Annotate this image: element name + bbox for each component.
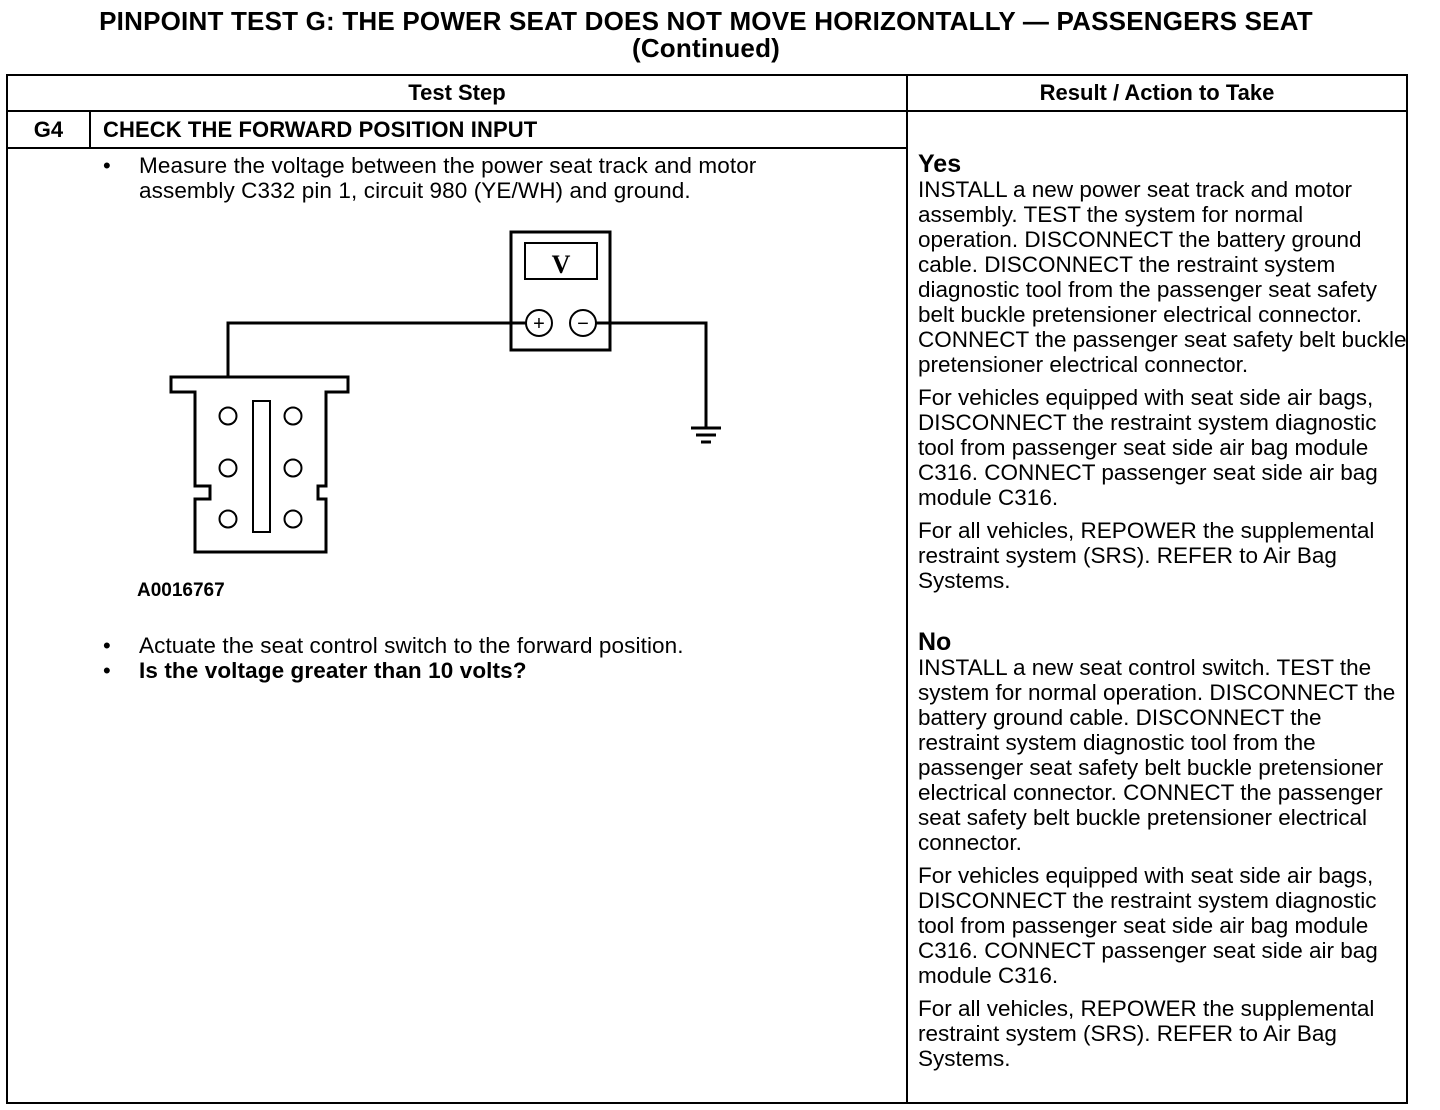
figure-id: A0016767 — [137, 580, 225, 601]
bullet-1-line-1: Measure the voltage between the power seat track and motor — [139, 153, 757, 178]
yes-paragraph-1: INSTALL a new power seat track and motor assembly. TEST the system for normal operation. DISCONNECT the battery ground cable. DISCONNECT the restraint system diagnostic tool from the passenger seat safety belt buckle pretensioner electrical connector. CONNECT the passenger seat safety belt buckle pretensioner electrical connector. — [918, 177, 1407, 377]
yes-paragraph-2: For vehicles equipped with seat side air bags, DISCONNECT the restraint system diagnostic tool from passenger seat side air bag module C316. CONNECT passenger seat side air bag module C316. — [918, 385, 1378, 510]
bullet-2-text: Actuate the seat control switch to the forward position. — [139, 633, 684, 658]
positive-terminal-label: + — [533, 313, 545, 335]
result-yes-block — [918, 152, 1408, 601]
connector-pin — [285, 408, 302, 425]
yes-label: Yes — [918, 150, 962, 178]
step-id: G4 — [33, 117, 64, 142]
connector-pin — [220, 511, 237, 528]
header-result-action: Result / Action to Take — [1039, 80, 1275, 105]
no-paragraph-1: INSTALL a new seat control switch. TEST the system for normal operation. DISCONNECT the battery ground cable. DISCONNECT the restraint system diagnostic tool from the passenger seat safety belt buckle pretensioner electrical connector. CONNECT the passenger seat safety belt buckle pretensioner electrical connector. — [918, 655, 1396, 855]
no-paragraph-3: For all vehicles, REPOWER the supplemental restraint system (SRS). REFER to Air Bag Systems. — [918, 996, 1375, 1071]
title-line-2: (Continued) — [631, 33, 781, 63]
bullet-marker: • — [103, 658, 111, 683]
connector-pin — [285, 460, 302, 477]
connector-center-rail — [253, 401, 270, 532]
ground-icon — [691, 428, 721, 442]
step-heading: CHECK THE FORWARD POSITION INPUT — [103, 117, 538, 142]
title-line-1: PINPOINT TEST G: THE POWER SEAT DOES NOT MOVE HORIZONTALLY — PASSENGERS SEAT — [99, 6, 1313, 36]
header-test-step: Test Step — [408, 80, 506, 105]
connector-pin — [220, 460, 237, 477]
no-label: No — [918, 628, 952, 656]
negative-terminal-label: − — [577, 313, 589, 335]
voltmeter-label: V — [551, 250, 571, 279]
bullet-3-question: Is the voltage greater than 10 volts? — [139, 658, 527, 683]
bullet-marker: • — [103, 633, 111, 658]
negative-lead-wire — [596, 323, 706, 428]
connector-pin — [220, 408, 237, 425]
yes-paragraph-3: For all vehicles, REPOWER the supplemental restraint system (SRS). REFER to Air Bag Systems. — [918, 518, 1375, 593]
bullet-1-line-2: assembly C332 pin 1, circuit 980 (YE/WH) and ground. — [139, 178, 691, 203]
bullet-marker: • — [103, 153, 111, 178]
no-paragraph-2: For vehicles equipped with seat side air bags, DISCONNECT the restraint system diagnostic tool from passenger seat side air bag module C316. CONNECT passenger seat side air bag module C316. — [918, 863, 1378, 988]
result-no-block — [918, 630, 1408, 1079]
connector-pin — [285, 511, 302, 528]
